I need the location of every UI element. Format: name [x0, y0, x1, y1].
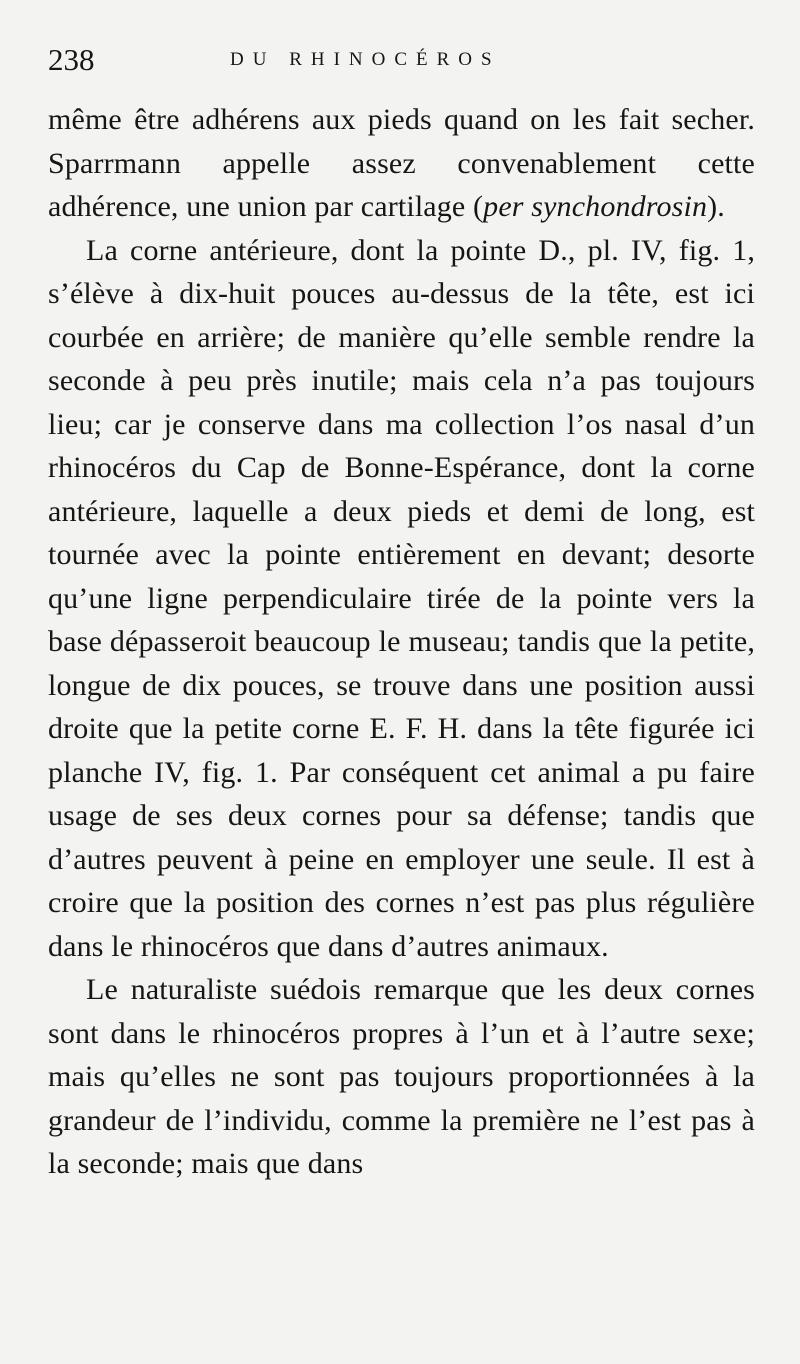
page-body [48, 98, 755, 1186]
paragraph-anterior-horn: La corne antérieure, dont la pointe D., pl. IV, fig. 1, s’élève à dix-huit pouces au-dessus de la tête, est ici courbée en arrière; de manière qu’elle semble rendre la seconde à peu près inutile; mais cela n’a pas toujours lieu; car je conserve dans ma collection l’os nasal d’un rhinocéros du Cap de Bonne-Espérance, dont la corne antérieure, laquelle a deux pieds et demi de long, est tournée avec la pointe entièrement en devant; desorte qu’une ligne perpendiculaire tirée de la pointe vers la base dépasseroit beaucoup le museau; tandis que la petite, longue de dix pouces, se trouve dans une position aussi droite que la petite corne E. F. H. dans la tête figurée ici planche IV, fig. 1. Par conséquent cet animal a pu faire usage de ses deux cornes pour sa défense; tandis que d’autres peuvent à peine en employer une seule. Il est à croire que la position des cornes n’est pas plus régulière dans le rhinocéros que dans d’autres animaux. [48, 233, 755, 963]
paragraph-text: même être adhérens aux pieds quand on les fait secher. Sparrmann appelle assez convenablement cette adhérence, une union par cartilage ( [48, 103, 755, 223]
page-number: 238 [48, 42, 95, 77]
paragraph-swedish-naturalist: Le naturaliste suédois remarque que les deux cornes sont dans le rhinocéros propres à l’un et à l’autre sexe; mais qu’elles ne sont pas toujours proportionnées à la grandeur de l’individu, comme la première ne l’est pas à la seconde; mais que dans [48, 973, 755, 1180]
paragraph-continuation [48, 98, 755, 229]
page-header [48, 44, 755, 90]
running-title: DU RHINOCÉROS [230, 49, 501, 70]
italic-term: per synchondrosin [483, 190, 708, 223]
paragraph-text: ). [707, 190, 725, 223]
